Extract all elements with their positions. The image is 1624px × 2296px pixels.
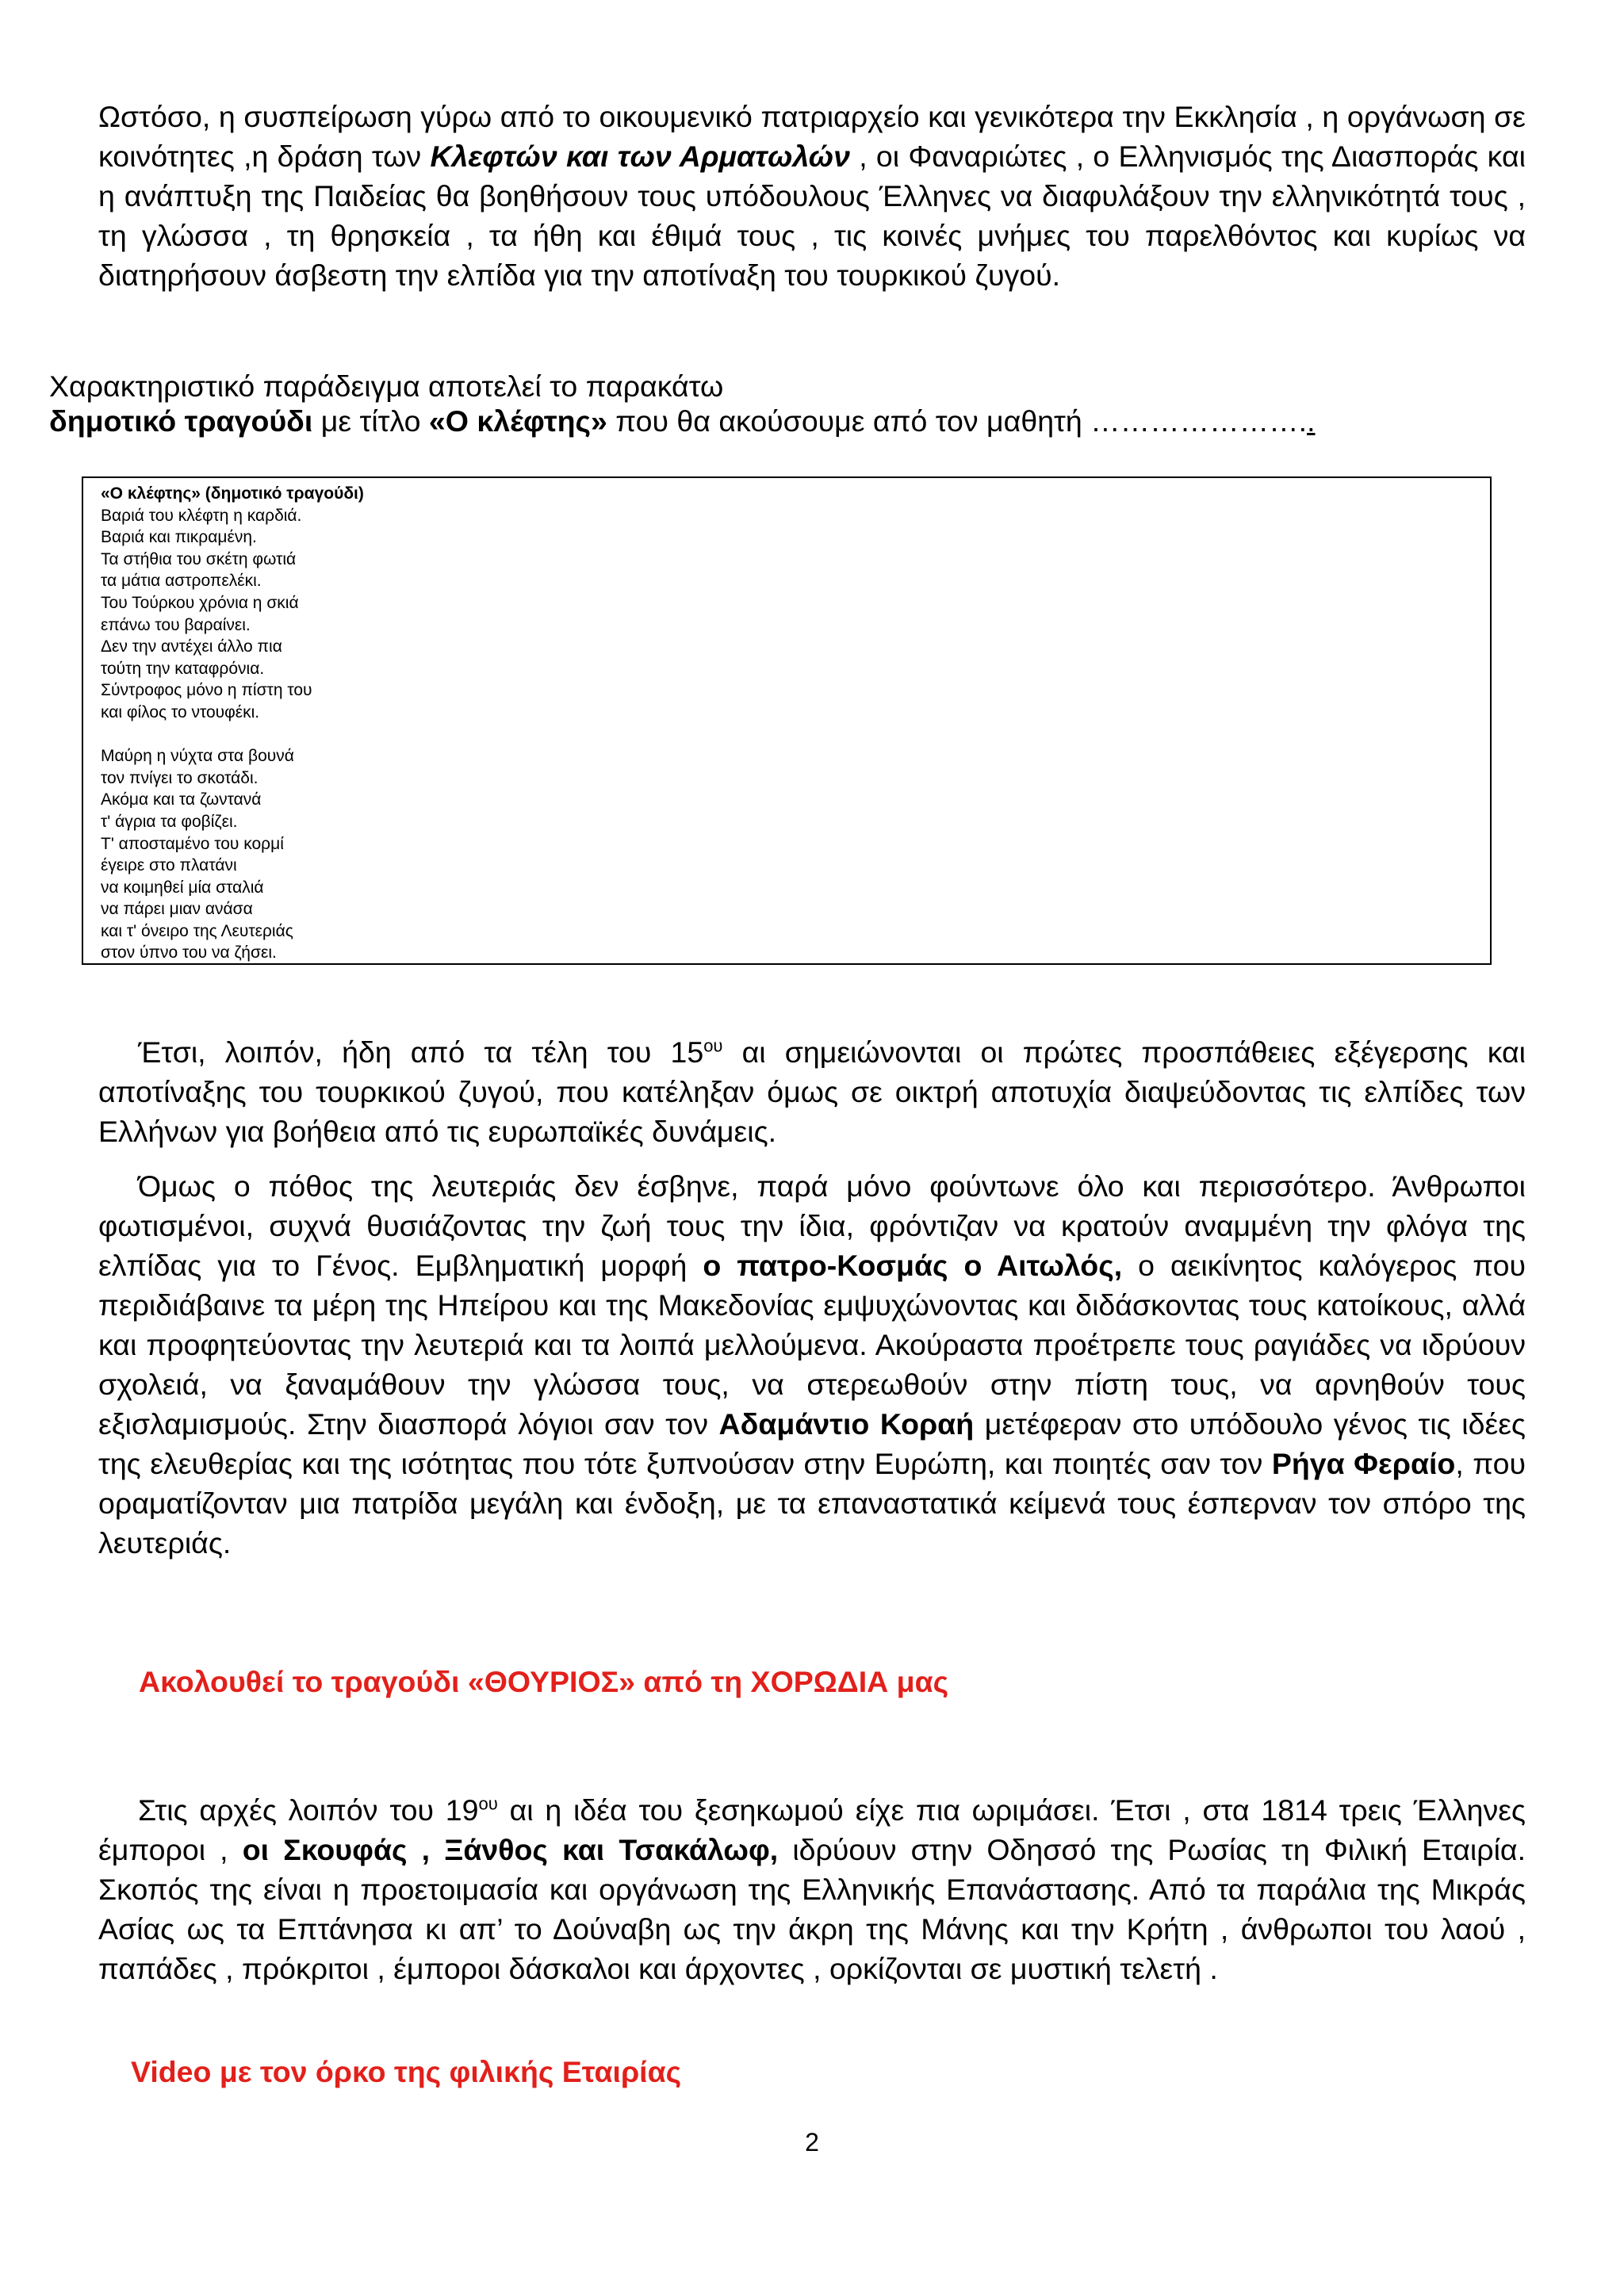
- poem-line: να κοιμηθεί μία σταλιά: [101, 878, 264, 897]
- para5-text-end: ιδρύουν στην Οδησσό της Ρωσίας τη Φιλική Εταιρία. Σκοπός της είναι η προετοιμασία και οργάνωση της Ελληνικής Επανάστασης. Από τα παράλια της Μικράς Ασίας ως τα Επτάνησα κι απ’ το Δούναβη ως την άκρη της Μάνης και την Κρήτη , άνθρωποι του λαού , παπάδες , πρόκριτοι , έμποροι δάσκαλοι και άρχοντες , ορκίζονται σε μυστική τελετή .: [98, 1833, 1526, 1985]
- para4-text-cont2: μετέφεραν στο υπόδουλο γένος τις ιδέες της ελευθερίας και της ισότητας που τότε ξυπνούσαν στην Ευρώπη, και ποιητές σαν τον: [98, 1407, 1526, 1480]
- poem-title: «Ο κλέφτης» (δημοτικό τραγούδι): [101, 484, 364, 503]
- intro-text: Ωστόσο, η συσπείρωση γύρω από το οικουμενικό πατριαρχείο και γενικότερα την Εκκλησία , η οργάνωση σε κοινότητες ,η δράση των: [98, 100, 1526, 173]
- example-line-2: [49, 404, 1316, 438]
- kosmas-aitolos-emphasis: ο πατρο-Κοσμάς ο Αιτωλός,: [703, 1249, 1123, 1282]
- korais-emphasis: Αδαμάντιο Κοραή: [718, 1407, 975, 1441]
- page-number: 2: [805, 2128, 819, 2156]
- video-note: Video με τον όρκο της φιλικής Εταιρίας: [131, 2055, 682, 2088]
- paragraph-15th-century: [98, 1032, 1526, 1151]
- poem-line: Ακόμα και τα ζωντανά: [101, 790, 262, 809]
- paragraph-filiki-etaireia: [98, 1790, 1526, 1988]
- para4-text-cont: ο αεικίνητος καλόγερος που περιδιάβαινε τα μέρη της Ηπείρου και της Μακεδονίας εμψυχώνοντας και διδάσκοντας τους κατοίκους, αλλά και προφητεύοντας την λευτεριά και τα λοιπά μελλούμενα. Ακούραστα προέτρεπε τους ραγιάδες να ιδρύουν σχολειά, να ξαναμάθουν την γλώσσα τους, να στερεωθούν στην πίστη τους, να αρνηθούν τους εξισλαμισμούς. Στην διασπορά λόγιοι σαν τον: [98, 1249, 1526, 1441]
- poem-line: έγειρε στο πλατάνι: [101, 856, 237, 875]
- superscript: ου: [478, 1793, 498, 1814]
- poem-text: [101, 483, 364, 964]
- klephts-armatoloi-emphasis: Κλεφτών και των Αρματωλών: [430, 140, 850, 173]
- poem-line: τούτη την καταφρόνια.: [101, 659, 265, 678]
- poem-line: επάνω του βαραίνει.: [101, 615, 251, 634]
- example-text: με τίτλο: [312, 404, 429, 438]
- poem-line: τα μάτια αστροπελέκι.: [101, 572, 262, 591]
- poem-line: Του Τούρκου χρόνια η σκιά: [101, 593, 299, 612]
- paragraph-kosmas: [98, 1166, 1526, 1563]
- para3-text: Έτσι, λοιπόν, ήδη από τα τέλη του 15: [138, 1035, 704, 1069]
- poem-line: Τ' αποσταμένο του κορμί: [101, 834, 284, 853]
- rigas-emphasis: Ρήγα Φεραίο: [1271, 1447, 1456, 1480]
- poem-line: να πάρει μιαν ανάσα: [101, 900, 253, 919]
- poem-box: [82, 476, 1492, 965]
- poem-line: Δεν την αντέχει άλλο πια: [101, 637, 282, 656]
- para5-text: Στις αρχές λοιπόν του 19: [138, 1793, 479, 1827]
- poem-line: Σύντροφος μόνο η πίστη του: [101, 681, 312, 700]
- song-title: «Ο κλέφτης»: [428, 404, 607, 438]
- poem-line: Βαριά και πικραμένη.: [101, 528, 257, 547]
- poem-line: και φίλος το ντουφέκι.: [101, 702, 260, 721]
- example-end-mark: .: [1307, 404, 1316, 438]
- folk-song-label: δημοτικό τραγούδι: [49, 404, 313, 438]
- poem-line: Βαριά του κλέφτη η καρδιά.: [101, 506, 302, 525]
- para4-text: Όμως ο πόθος της λευτεριάς δεν έσβηνε, παρά μόνο φούντωνε όλο και περισσότερο. Άνθρωποι φωτισμένοι, συχνά θυσιάζοντας την ζωή τους την ίδια, φρόντιζαν να κρατούν αναμμένη την φλόγα της ελπίδας για το Γένος. Εμβληματική μορφή: [98, 1169, 1526, 1282]
- poem-line: στον ύπνο του να ζήσει.: [101, 943, 277, 962]
- stanza-gap: [101, 724, 364, 746]
- para5-text-cont: αι η ιδέα του ξεσηκωμού είχε πια ωριμάσει. Έτσι , στα 1814 τρεις Έλληνες έμποροι ,: [98, 1793, 1526, 1866]
- poem-line: Τα στήθια του σκέτη φωτιά: [101, 549, 297, 568]
- poem-line: και τ' όνειρο της Λευτεριάς: [101, 921, 293, 940]
- intro-paragraph: [98, 97, 1526, 295]
- founders-emphasis: οι Σκουφάς , Ξάνθος και Τσακάλωφ,: [242, 1833, 779, 1866]
- example-text-cont: που θα ακούσουμε από τον μαθητή ………………….: [607, 404, 1308, 438]
- para3-text-cont: αι σημειώνονται οι πρώτες προσπάθειες εξέγερσης και αποτίναξης του τουρκικού ζυγού, που κατέληξαν όμως σε οικτρή αποτυχία διαψεύδοντας τις ελπίδες των Ελλήνων για βοήθεια από τις ευρωπαϊκές δυνάμεις.: [98, 1035, 1526, 1148]
- poem-line: Μαύρη η νύχτα στα βουνά: [101, 747, 294, 766]
- para4-text-end: , που οραματίζονταν μια πατρίδα μεγάλη και ένδοξη, με τα επαναστατικά κείμενά τους έσπερναν τον σπόρο της λευτεριάς.: [98, 1447, 1526, 1559]
- song-note: Ακολουθεί το τραγούδι «ΘΟΥΡΙΟΣ» από τη ΧΟΡΩΔΙΑ μας: [139, 1665, 949, 1698]
- intro-text-cont: , οι Φαναριώτες , ο Ελληνισμός της Διασποράς και η ανάπτυξη της Παιδείας θα βοηθήσουν τους υπόδουλους Έλληνες να διαφυλάξουν την ελληνικότητά τους , τη γλώσσα , τη θρησκεία , τα ήθη και έθιμά τους , τις κοινές μνήμες του παρελθόντος και κυρίως να διατηρήσουν άσβεστη την ελπίδα για την αποτίναξη του τουρκικού ζυγού.: [98, 140, 1526, 292]
- superscript: ου: [703, 1035, 723, 1056]
- poem-line: τον πνίγει το σκοτάδι.: [101, 768, 259, 787]
- poem-line: τ' άγρια τα φοβίζει.: [101, 812, 238, 831]
- example-line-1: Χαρακτηριστικό παράδειγμα αποτελεί το παρακάτω: [49, 369, 724, 403]
